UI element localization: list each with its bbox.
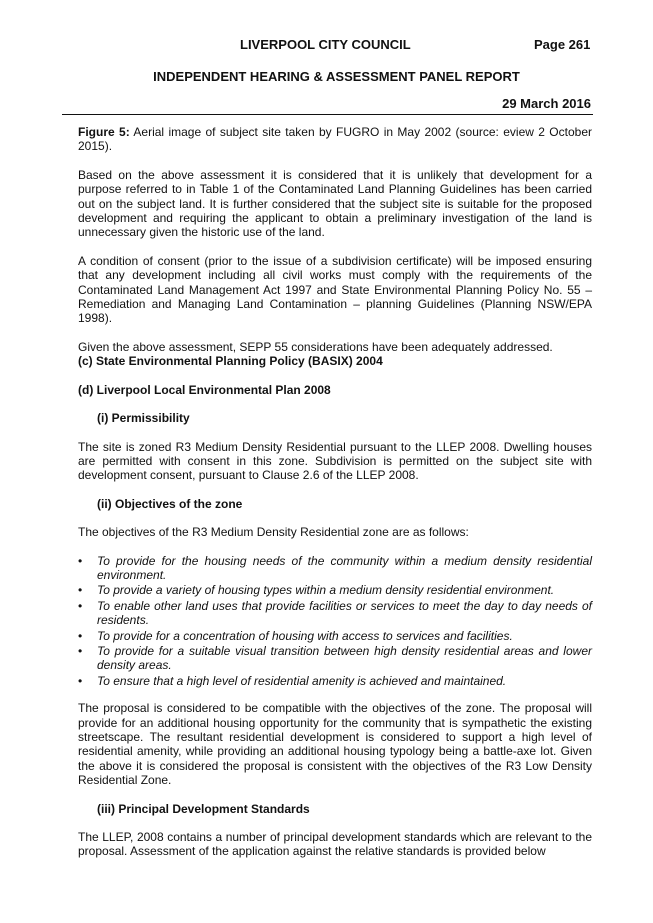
heading-sepp-basix: (c) State Environmental Planning Policy (BASIX) 2004	[78, 354, 383, 369]
paragraph-objectives-intro: The objectives of the R3 Medium Density Residential zone are as follows:	[78, 525, 469, 540]
paragraph-condition-of-consent: A condition of consent (prior to the issue of a subdivision certificate) will be imposed ensuring that any development including all civil works must comply with the requirements of the Contaminated Land Management Act 1997 and State Environmental Planning Policy No. 55 – Remediation and Managing Land Contamination – planning Guidelines (Planning NSW/EPA 1998).	[78, 253, 592, 326]
heading-zone-objectives: (ii) Objectives of the zone	[97, 496, 243, 511]
header-page-number: Page 261	[534, 37, 591, 52]
heading-principal-development-standards: (iii) Principal Development Standards	[97, 801, 310, 816]
heading-permissibility: (i) Permissibility	[97, 411, 190, 426]
bullet-icon: •	[78, 553, 83, 568]
paragraph-contamination-assessment: Based on the above assessment it is considered that it is unlikely that development for a purpose referred to in Table 1 of the Contaminated Land Planning Guidelines has been carried out on the subject land. It is further considered that the subject site is suitable for the proposed development and requiring the applicant to obtain a preliminary investigation of the land is unnecessary given the historic use of the land.	[78, 167, 592, 240]
heading-llep-2008: (d) Liverpool Local Environmental Plan 2008	[78, 382, 331, 397]
header-report-title: INDEPENDENT HEARING & ASSESSMENT PANEL REPORT	[153, 69, 520, 84]
report-body	[78, 125, 592, 859]
bullet-icon: •	[78, 643, 83, 658]
header-rule	[62, 114, 593, 115]
bullet-icon: •	[78, 583, 83, 598]
figure-caption	[78, 125, 592, 154]
list-item: • To ensure that a high level of residential amenity is achieved and maintained.	[78, 673, 507, 688]
list-item: • To provide a variety of housing types within a medium density residential environment.	[78, 583, 555, 598]
paragraph-permissibility: The site is zoned R3 Medium Density Residential pursuant to the LLEP 2008. Dwelling houses are permitted with consent in this zone. Subdivision is permitted on the subject site with development consent, pursuant to Clause 2.6 of the LLEP 2008.	[78, 439, 592, 483]
bullet-icon: •	[78, 628, 83, 643]
paragraph-development-standards: The LLEP, 2008 contains a number of principal development standards which are relevant to the proposal. Assessment of the application against the relative standards is provided below	[78, 830, 592, 859]
list-item: • To enable other land uses that provide facilities or services to meet the day to day needs of residents.	[78, 598, 592, 628]
paragraph-sepp55-conclusion: Given the above assessment, SEPP 55 considerations have been adequately addressed.	[78, 339, 553, 354]
bullet-icon: •	[78, 598, 83, 613]
list-item: • To provide for a suitable visual transition between high density residential areas and lower density areas.	[78, 643, 592, 673]
paragraph-zone-compatibility: The proposal is considered to be compatible with the objectives of the zone. The proposal will provide for an additional housing opportunity for the community that is sympathetic the existing streetscape. The resultant residential development is considered to support a high level of residential amenity, while providing an additional housing typology being a battle-axe lot. Given the above it is considered the proposal is consistent with the objectives of the R3 Low Density Residential Zone.	[78, 701, 592, 788]
header-date: 29 March 2016	[502, 96, 591, 111]
list-item: • To provide for the housing needs of the community within a medium density residential environment.	[78, 553, 592, 582]
figure-label: Figure 5:	[78, 125, 130, 139]
list-item: • To provide for a concentration of housing with access to services and facilities.	[78, 628, 513, 643]
header-organisation: LIVERPOOL CITY COUNCIL	[240, 37, 411, 52]
bullet-icon: •	[78, 673, 83, 688]
objectives-list	[78, 554, 592, 689]
figure-caption-text: Aerial image of subject site taken by FUGRO in May 2002 (source: eview 2 October 2015).	[78, 125, 592, 154]
